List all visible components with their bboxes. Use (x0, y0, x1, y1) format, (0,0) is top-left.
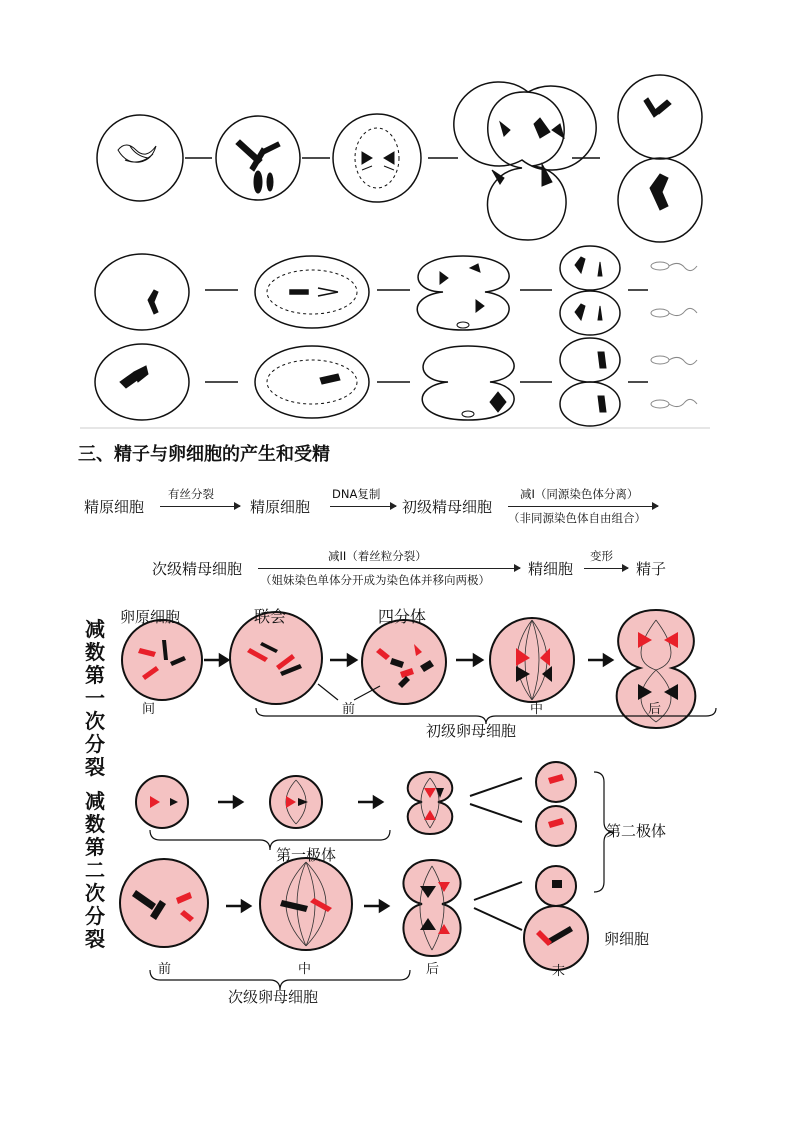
label-tetrad: 四分体 (378, 607, 427, 626)
label-primary-oocyte: 初级卵母细胞 (426, 722, 517, 740)
label-egg-cell: 卵细胞 (604, 930, 650, 948)
label-second-polar-body: 第二极体 (606, 822, 667, 840)
label-interphase: 间 (142, 702, 156, 717)
flow-arrow-label-meiosis1: 减I（同源染色体分离） (520, 487, 639, 501)
flow-arrow-label-transform: 变形 (590, 549, 613, 563)
label-first-polar-body: 第一极体 (276, 846, 337, 864)
stage-label-text: 减数第二次分裂 (85, 789, 105, 951)
flow-arrow (584, 568, 628, 569)
flow-arrow (258, 568, 520, 569)
flow-arrow (508, 506, 658, 507)
flow-arrow-sublabel-meiosis1: （非同源染色体自由组合） (508, 511, 646, 525)
label-prophase: 前 (342, 702, 356, 717)
flow-node-spermatid: 精细胞 (528, 560, 574, 578)
stage-label-text: 减数第一次分裂 (85, 617, 105, 779)
flow-node-sperm: 精子 (636, 560, 667, 578)
label-anaphase2: 后 (426, 962, 440, 977)
oogenesis-diagram (0, 600, 794, 1020)
label-oogonium: 卵原细胞 (120, 608, 181, 626)
flow-arrow-label-mitosis: 有丝分裂 (168, 487, 214, 501)
label-anaphase: 后 (648, 702, 662, 717)
label-secondary-oocyte: 次级卵母细胞 (228, 988, 319, 1006)
label-telophase2: 末 (552, 964, 566, 979)
flow-arrow (330, 506, 396, 507)
label-metaphase: 中 (530, 702, 544, 717)
label-synapsis: 联会 (254, 607, 287, 626)
flow-node-primary-spermatocyte: 初级精母细胞 (402, 498, 493, 516)
flow-arrow-label-dna-replication: DNA复制 (332, 487, 381, 501)
flow-node-spermatogonium-2: 精原细胞 (250, 498, 311, 516)
flow-node-spermatogonium: 精原细胞 (84, 498, 145, 516)
flow-arrow-label-meiosis2: 减II（着丝粒分裂） (328, 549, 427, 563)
label-metaphase2: 中 (298, 962, 312, 977)
flow-node-secondary-spermatocyte: 次级精母细胞 (152, 560, 243, 578)
spermatogenesis-mitosis-diagram (0, 0, 794, 430)
section-heading: 三、精子与卵细胞的产生和受精 (78, 444, 330, 465)
flow-arrow-sublabel-meiosis2: （姐妹染色单体分开成为染色体并移向两极） (260, 573, 490, 587)
flow-arrow (160, 506, 240, 507)
label-prophase2: 前 (158, 962, 172, 977)
